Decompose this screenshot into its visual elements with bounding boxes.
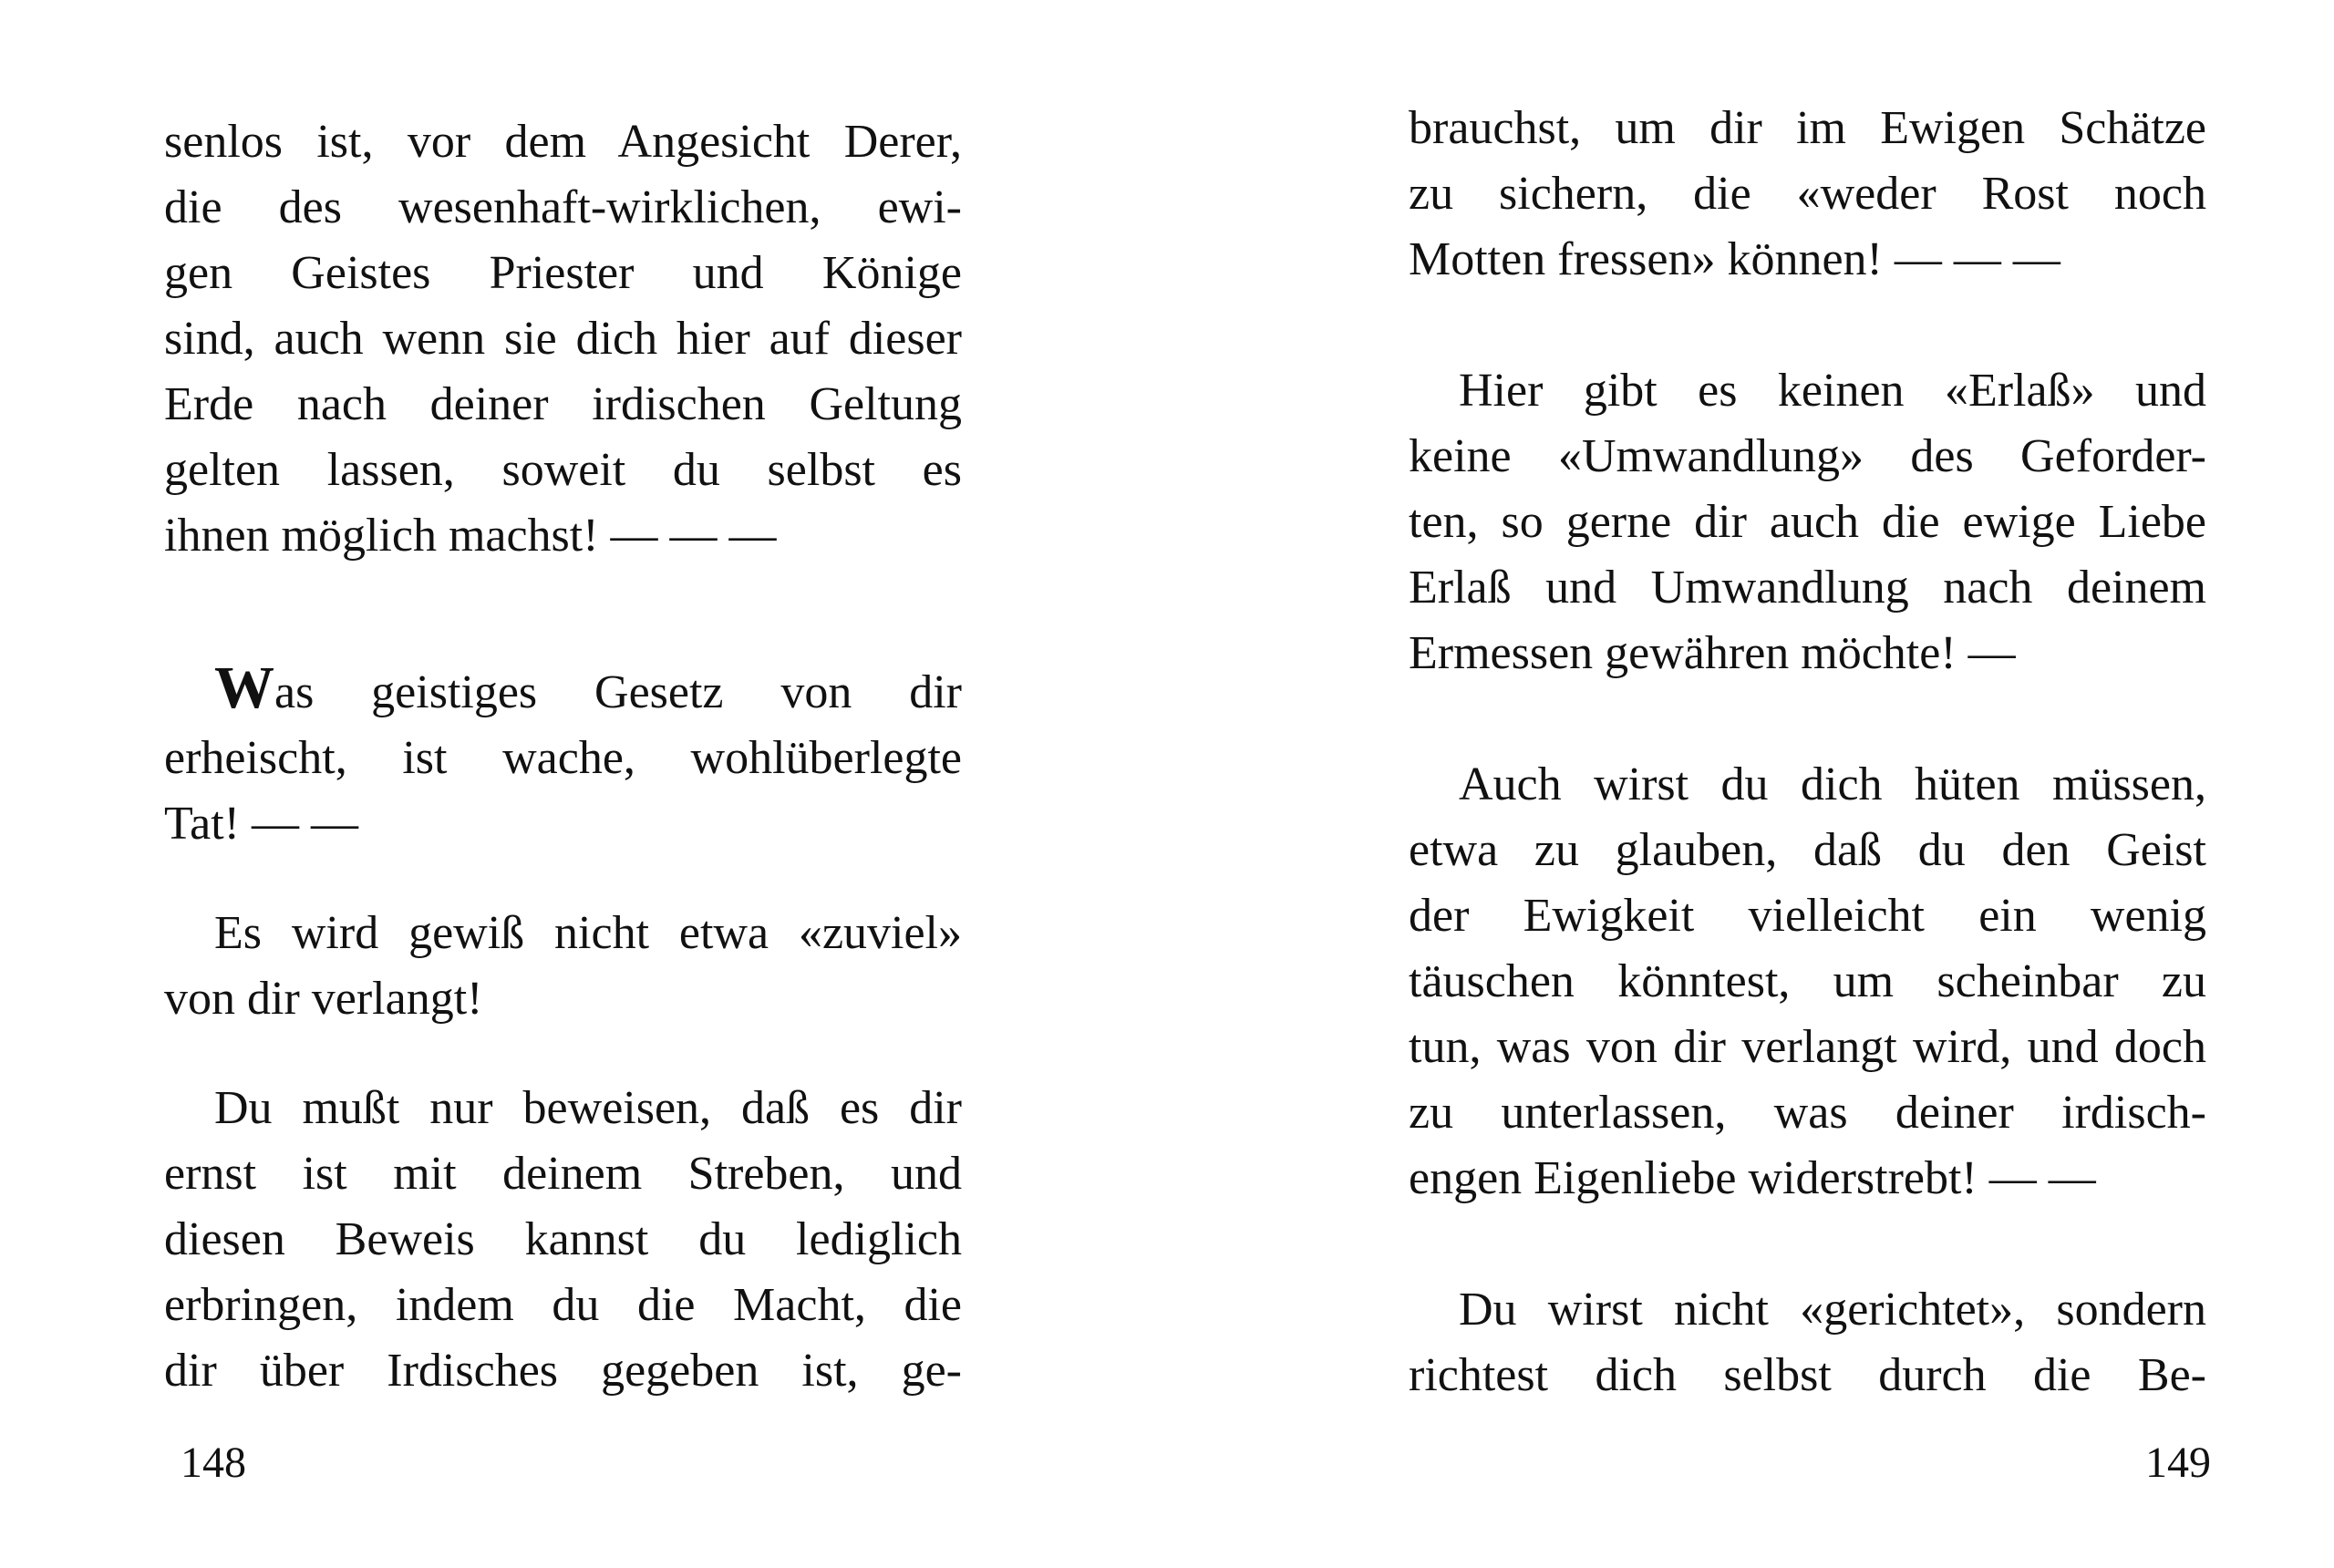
text-line: ernst ist mit deinem Streben, und xyxy=(164,1148,962,1200)
text-line: gen Geistes Priester und Könige xyxy=(164,247,962,299)
page-number: 149 xyxy=(2145,1439,2211,1487)
text-line-rest: as geistiges Gesetz von dir xyxy=(274,666,962,718)
text-line: Es wird gewiß nicht etwa «zuviel» xyxy=(214,907,962,959)
text-line: dir über Irdisches gegeben ist, ge- xyxy=(164,1345,962,1397)
paragraph xyxy=(1409,1277,2206,1408)
paragraph xyxy=(164,1076,962,1404)
text-line: erheischt, ist wache, wohlüberlegte xyxy=(164,732,962,784)
text-line: ten, so gerne dir auch die ewige Liebe xyxy=(1409,496,2206,548)
paragraph xyxy=(1409,358,2206,686)
right-page-text xyxy=(1409,96,2206,1408)
text-line: erbringen, indem du die Macht, die xyxy=(164,1279,962,1331)
text-line: tun, was von dir verlangt wird, und doch xyxy=(1409,1021,2206,1073)
text-line: Du mußt nur beweisen, daß es dir xyxy=(214,1082,962,1134)
paragraph xyxy=(164,109,962,569)
text-line: brauchst, um dir im Ewigen Schätze xyxy=(1409,102,2206,154)
drop-initial: W xyxy=(214,655,274,721)
text-line: Ermessen gewähren möchte! — xyxy=(1409,627,2016,679)
text-line: täuschen könntest, um scheinbar zu xyxy=(1409,955,2206,1007)
text-line: Erlaß und Umwandlung nach deinem xyxy=(1409,562,2206,614)
text-line: diesen Beweis kannst du lediglich xyxy=(164,1213,962,1265)
text-line: ihnen möglich machst! — — — xyxy=(164,510,777,562)
text-line: der Ewigkeit vielleicht ein wenig xyxy=(1409,890,2206,942)
text-line: Auch wirst du dich hüten müssen, xyxy=(1459,758,2206,810)
text-line: Hier gibt es keinen «Erlaß» und xyxy=(1459,365,2206,417)
text-line: von dir verlangt! xyxy=(164,973,483,1025)
text-line: senlos ist, vor dem Angesicht Derer, xyxy=(164,116,962,168)
left-page-text xyxy=(164,109,962,1404)
text-line: die des wesenhaft-wirklichen, ewi- xyxy=(164,181,962,233)
text-line: etwa zu glauben, daß du den Geist xyxy=(1409,824,2206,876)
text-line: Tat! — — xyxy=(164,798,358,850)
paragraph xyxy=(1409,752,2206,1212)
paragraph xyxy=(164,901,962,1032)
text-line: Erde nach deiner irdischen Geltung xyxy=(164,378,962,430)
text-line: engen Eigenliebe widerstrebt! — — xyxy=(1409,1152,2096,1204)
text-line: keine «Umwandlung» des Geforder- xyxy=(1409,430,2206,482)
text-line: richtest dich selbst durch die Be- xyxy=(1409,1349,2206,1401)
text-line xyxy=(164,655,962,726)
paragraph xyxy=(1409,96,2206,293)
paragraph xyxy=(164,655,962,857)
text-line: Motten fressen» können! — — — xyxy=(1409,233,2060,285)
text-line: zu sichern, die «weder Rost noch xyxy=(1409,168,2206,220)
text-line: Du wirst nicht «gerichtet», sondern xyxy=(1459,1284,2206,1336)
right-page xyxy=(1167,0,2334,1568)
text-line: gelten lassen, soweit du selbst es xyxy=(164,444,962,496)
text-line: sind, auch wenn sie dich hier auf dieser xyxy=(164,313,962,365)
text-line: zu unterlassen, was deiner irdisch- xyxy=(1409,1087,2206,1139)
page-number: 148 xyxy=(181,1439,246,1487)
